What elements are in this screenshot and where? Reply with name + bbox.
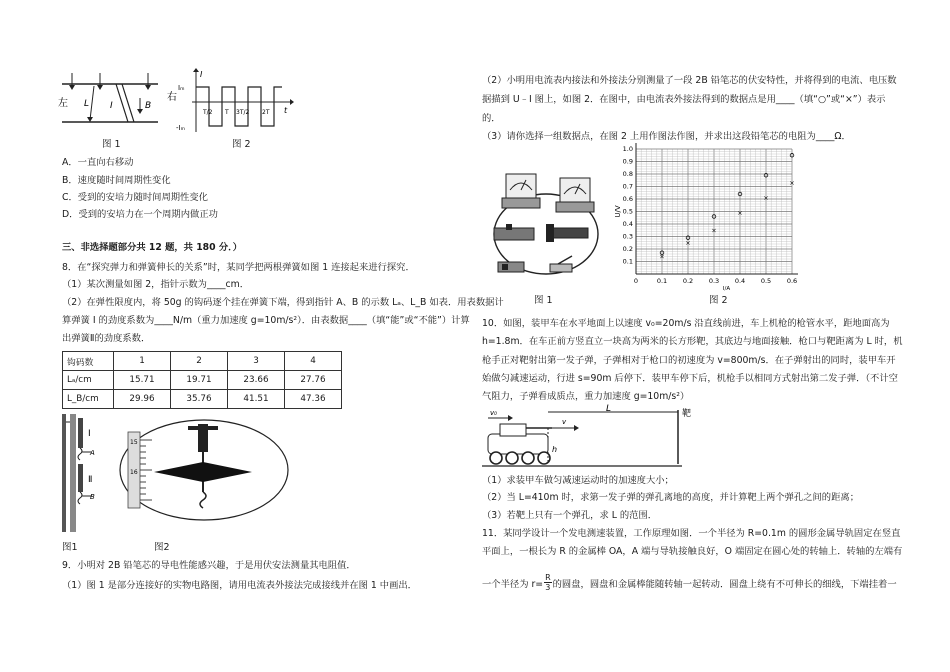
ammeter-icon <box>556 178 594 212</box>
table-header-cell: 钩码数 <box>63 352 114 371</box>
q11-line3-end: 的圆盘，圆盘和金属棒能随转轴一起转动．圆盘上绕有不可伸长的细线，下端挂着一 <box>552 579 897 590</box>
tank-label-h: h <box>552 445 558 454</box>
y-tick-label: 0.5 <box>622 207 633 216</box>
x-tick-label: 0.4 <box>734 277 746 285</box>
x-tick-label: 0 <box>633 277 639 285</box>
q9-line5: 的． <box>482 113 501 124</box>
battery-icon <box>498 262 524 272</box>
table-cell: 15.71 <box>114 371 171 390</box>
spring-label-A: A <box>90 449 95 457</box>
pointer-reading-diagram <box>120 420 288 520</box>
spring-fig1-caption: 图1 <box>62 542 78 553</box>
table-row <box>63 390 342 409</box>
table-cell: 35.76 <box>171 390 228 409</box>
option-b: B．速度随时间周期性变化 <box>62 175 171 186</box>
voltmeter-icon <box>502 174 540 208</box>
spring-data-table <box>62 351 342 409</box>
u-i-graph-caption: 图 2 <box>709 295 728 306</box>
pencil-lead-icon <box>546 224 588 242</box>
q11-line3 <box>482 575 897 594</box>
table-header-row <box>63 352 342 371</box>
fig1-label-I: I <box>110 101 113 111</box>
tank-label-v0: v₀ <box>490 409 497 417</box>
table-cell: 41.51 <box>228 390 285 409</box>
fig2-tick-T: T <box>225 109 229 116</box>
scale-label-15: 15 <box>130 439 138 446</box>
tank-label-target: 靶 <box>682 409 692 419</box>
y-tick-label: 0.3 <box>622 232 633 241</box>
fig1-rails-diagram <box>58 73 177 122</box>
y-tick-label: 0.7 <box>622 182 633 191</box>
q9-line1: 9．小明对 2B 铅笔芯的导电性能感兴趣，于是用伏安法测量其电阻值． <box>62 560 356 571</box>
u-i-graph <box>614 142 802 292</box>
table-header-cell: 4 <box>285 352 342 371</box>
fig2-tick-2T: 2T <box>262 109 270 116</box>
table-cell: 29.96 <box>114 390 171 409</box>
spring-label-I: Ⅰ <box>88 429 91 439</box>
fig1-label-right: 右 <box>167 92 177 103</box>
fig2-i-min: -Iₘ <box>176 124 185 132</box>
spring-label-B: B <box>90 493 95 501</box>
q9-line4: 据描到 U﹣I 图上，如图 2．在图中，由电流表外接法得到的数据点是用____（填“○”或“×”）表示 <box>482 94 886 105</box>
data-point-cross: × <box>659 252 665 261</box>
option-a: A．一直向右移动 <box>62 157 134 168</box>
fig2-current-wave <box>176 68 294 132</box>
q11-line1: 11．某同学设计一个发电测速装置，工作原理如图．一个半径为 R=0.1m 的圆形金属导轨固定在竖直 <box>482 528 901 539</box>
x-tick-label: 0.1 <box>656 277 668 285</box>
q11-line2: 平面上，一根长为 R 的金属棒 OA，A 端与导轨接触良好，O 端固定在圆心处的转轴上．转轴的左端有 <box>482 546 903 557</box>
q9-line2: （1）图 1 是部分连接好的实物电路图，请用电流表外接法完成接线并在图 1 中画出． <box>62 580 417 591</box>
q9-line6: （3）请你选择一组数据点，在图 2 上用作图法作图，并求出这段铅笔芯的电阻为____Ω． <box>482 131 851 142</box>
tank-icon <box>488 424 552 464</box>
q10-line2: h=1.8m．在车正前方竖直立一块高为两米的长方形靶，其底边与地面接触．枪口与靶距离为 L 时，机 <box>482 336 903 347</box>
y-tick-label: 0.2 <box>622 245 633 253</box>
data-point-cross: × <box>737 208 743 217</box>
tank-label-L: L <box>606 404 612 414</box>
q9-line3: （2）小明用电流表内接法和外接法分别测量了一段 2B 铅笔芯的伏安特性，并将得到的电流、电压数 <box>482 75 897 86</box>
y-tick-label: 1.0 <box>622 145 633 153</box>
fig1-label-L: L <box>84 99 90 109</box>
data-point-cross: × <box>685 238 691 247</box>
table-header-cell: 3 <box>228 352 285 371</box>
spring-figures <box>62 412 292 536</box>
q10-line1: 10．如图，装甲车在水平地面上以速度 v₀=20m/s 沿直线前进，车上机枪的枪管水平，距地面高为 <box>482 318 890 329</box>
q10-sub1: （1）求装甲车做匀减速运动时的加速度大小； <box>482 475 674 486</box>
table-cell: 27.76 <box>285 371 342 390</box>
q8-line4: 算弹簧 I 的劲度系数为____N/m（重力加速度 g=10m/s²）．由表数据____（填“能”或“不能”）计算 <box>62 315 470 326</box>
x-axis-label: I/A <box>722 286 731 292</box>
fig2-tick-T2: T/2 <box>203 109 213 116</box>
table-header-cell: 2 <box>171 352 228 371</box>
y-tick-label: 0.1 <box>622 257 633 266</box>
fig2-axis-t: t <box>284 106 288 115</box>
table-row <box>63 371 342 390</box>
y-tick-label: 0.6 <box>622 195 633 203</box>
tank-label-v: v <box>562 418 567 426</box>
data-point-cross: × <box>711 226 717 235</box>
table-header-cell: 1 <box>114 352 171 371</box>
tank-figure <box>482 404 712 472</box>
q8-line1: 8．在“探究弹力和弹簧伸长的关系”时，某同学把两根弹簧如图 1 连接起来进行探究． <box>62 262 415 273</box>
q8-line5: 出弹簧Ⅱ的劲度系数． <box>62 333 151 344</box>
q10-sub3: （3）若靶上只有一个弹孔，求 L 的范围． <box>482 510 658 521</box>
x-tick-label: 0.5 <box>760 277 772 285</box>
table-row-label: Lₐ/cm <box>63 371 114 390</box>
fig1-label-B: B <box>145 101 152 111</box>
y-tick-label: 0.8 <box>622 170 633 178</box>
top-fig1-caption: 图 1 <box>102 139 121 150</box>
scale-label-16: 16 <box>130 469 138 476</box>
q11-line3-start: 一个半径为 r= <box>482 579 544 590</box>
q10-line5: 气阻力，子弹看成质点，重力加速度 g=10m/s²） <box>482 391 690 402</box>
spring-label-II: Ⅱ <box>88 475 93 485</box>
table-cell: 19.71 <box>171 371 228 390</box>
x-tick-label: 0.6 <box>786 277 798 285</box>
x-tick-label: 0.3 <box>708 277 720 285</box>
q10-line4: 始做匀减速运动，行进 s=90m 后停下．装甲车停下后，机枪手以相同方式射出第二发子弹．（不计空 <box>482 373 898 384</box>
fraction <box>544 573 552 592</box>
q10-line3: 枪手正对靶射出第一发子弹，子弹相对于枪口的初速度为 v=800m/s．在子弹射出的同时，装甲车开 <box>482 355 896 366</box>
spring-fig2-caption: 图2 <box>154 542 170 553</box>
section-title: 三、非选择题部分共 12 题，共 180 分．） <box>62 242 243 253</box>
option-c: C．受到的安培力随时间周期性变化 <box>62 192 208 203</box>
y-tick-label: 0.9 <box>622 157 633 166</box>
table-cell: 23.66 <box>228 371 285 390</box>
data-point-cross: × <box>789 178 795 187</box>
switch-icon <box>550 256 572 272</box>
q10-sub2: （2）当 L=410m 时，求第一发子弹的弹孔离地的高度，并计算靶上两个弹孔之间的距离； <box>482 492 859 503</box>
spring-setup-diagram <box>62 414 95 532</box>
x-tick-label: 0.2 <box>682 277 694 285</box>
circuit-caption: 图 1 <box>534 295 553 306</box>
table-row-label: L_B/cm <box>63 390 114 409</box>
fig1-label-left: 左 <box>58 98 68 109</box>
fig2-axis-I: I <box>200 70 203 79</box>
fraction-numerator: R <box>545 573 551 582</box>
q8-line2: （1）某次测量如图 2，指针示数为____cm． <box>62 279 249 290</box>
top-figures <box>58 68 292 148</box>
option-d: D．受到的安培力在一个周期内做正功 <box>62 209 218 220</box>
y-tick-label: 0.4 <box>622 220 633 228</box>
top-fig2-caption: 图 2 <box>232 139 251 150</box>
fig2-tick-3T2: 3T/2 <box>236 109 250 116</box>
fraction-denominator: 3 <box>545 583 551 592</box>
q8-line3: （2）在弹性限度内，将 50g 的钩码逐个挂在弹簧下端，得到指针 A、B 的示数 Lₐ、L_B 如表．用表数据计 <box>62 297 504 308</box>
data-point-cross: × <box>763 193 769 202</box>
circuit-figure <box>488 168 600 286</box>
fig2-i-max: Iₘ <box>178 84 185 92</box>
y-axis-label: U/V <box>614 205 622 218</box>
rheostat-icon <box>494 224 534 240</box>
table-cell: 47.36 <box>285 390 342 409</box>
